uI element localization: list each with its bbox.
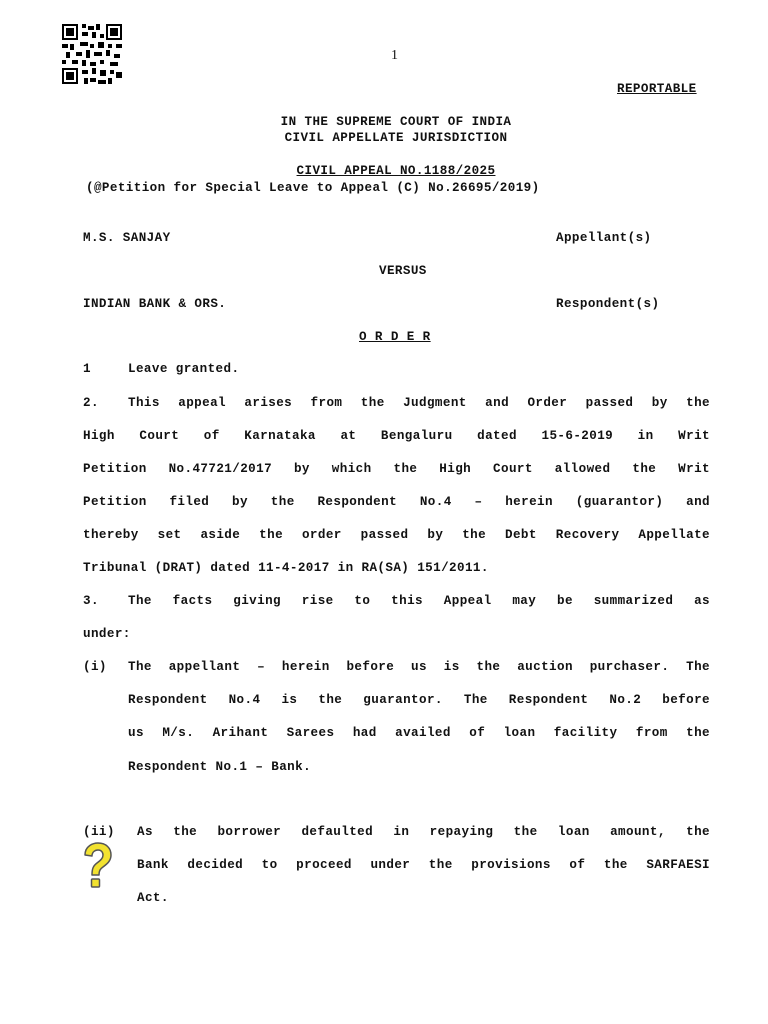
- para1-number: 1: [83, 362, 91, 376]
- reportable-label: REPORTABLE: [617, 82, 697, 96]
- sub-i-number: (i): [83, 660, 107, 674]
- sub-ii-line: As the borrower defaulted in repaying the loan amount, the: [137, 825, 710, 839]
- para2-line: Petition filed by the Respondent No.4 – herein (guarantor) and: [83, 495, 710, 509]
- respondent-name: INDIAN BANK & ORS.: [83, 297, 227, 311]
- para2-line: This appeal arises from the Judgment and Order passed by the: [128, 396, 710, 410]
- sub-ii-line: Bank decided to proceed under the provisions of the SARFAESI: [137, 858, 710, 872]
- sub-i-line: The appellant – herein before us is the auction purchaser. The: [128, 660, 710, 674]
- appellant-role: Appellant(s): [556, 231, 652, 245]
- order-heading: O R D E R: [359, 330, 431, 344]
- question-mark-icon: [80, 842, 114, 890]
- sub-ii-number: (ii): [83, 825, 115, 839]
- para1-text: Leave granted.: [128, 362, 240, 376]
- sub-ii-line: Act.: [137, 891, 169, 905]
- qr-code-icon: [62, 24, 124, 84]
- para3-number: 3.: [83, 594, 99, 608]
- appellant-name: M.S. SANJAY: [83, 231, 171, 245]
- para3-line: under:: [83, 627, 131, 641]
- sub-i-line: Respondent No.1 – Bank.: [128, 760, 312, 774]
- page-number: 1: [391, 48, 398, 63]
- sub-i-line: Respondent No.4 is the guarantor. The Respondent No.2 before: [128, 693, 710, 707]
- para2-line: High Court of Karnataka at Bengaluru dated 15-6-2019 in Writ: [83, 429, 710, 443]
- para2-number: 2.: [83, 396, 99, 410]
- versus-label: VERSUS: [379, 264, 427, 278]
- para2-line: Petition No.47721/2017 by which the High Court allowed the Writ: [83, 462, 710, 476]
- appeal-number-text: CIVIL APPEAL NO.1188/2025: [296, 164, 496, 178]
- court-name: IN THE SUPREME COURT OF INDIA: [280, 115, 512, 129]
- sub-i-line: us M/s. Arihant Sarees had availed of loan facility from the: [128, 726, 710, 740]
- petition-reference: (@Petition for Special Leave to Appeal (C) No.26695/2019): [86, 181, 540, 195]
- para3-line: The facts giving rise to this Appeal may be summarized as: [128, 594, 710, 608]
- appeal-number: [0, 164, 768, 178]
- para2-line: thereby set aside the order passed by the Debt Recovery Appellate: [83, 528, 710, 542]
- para2-line: Tribunal (DRAT) dated 11-4-2017 in RA(SA) 151/2011.: [83, 561, 489, 575]
- respondent-role: Respondent(s): [556, 297, 660, 311]
- jurisdiction: CIVIL APPELLATE JURISDICTION: [284, 131, 508, 145]
